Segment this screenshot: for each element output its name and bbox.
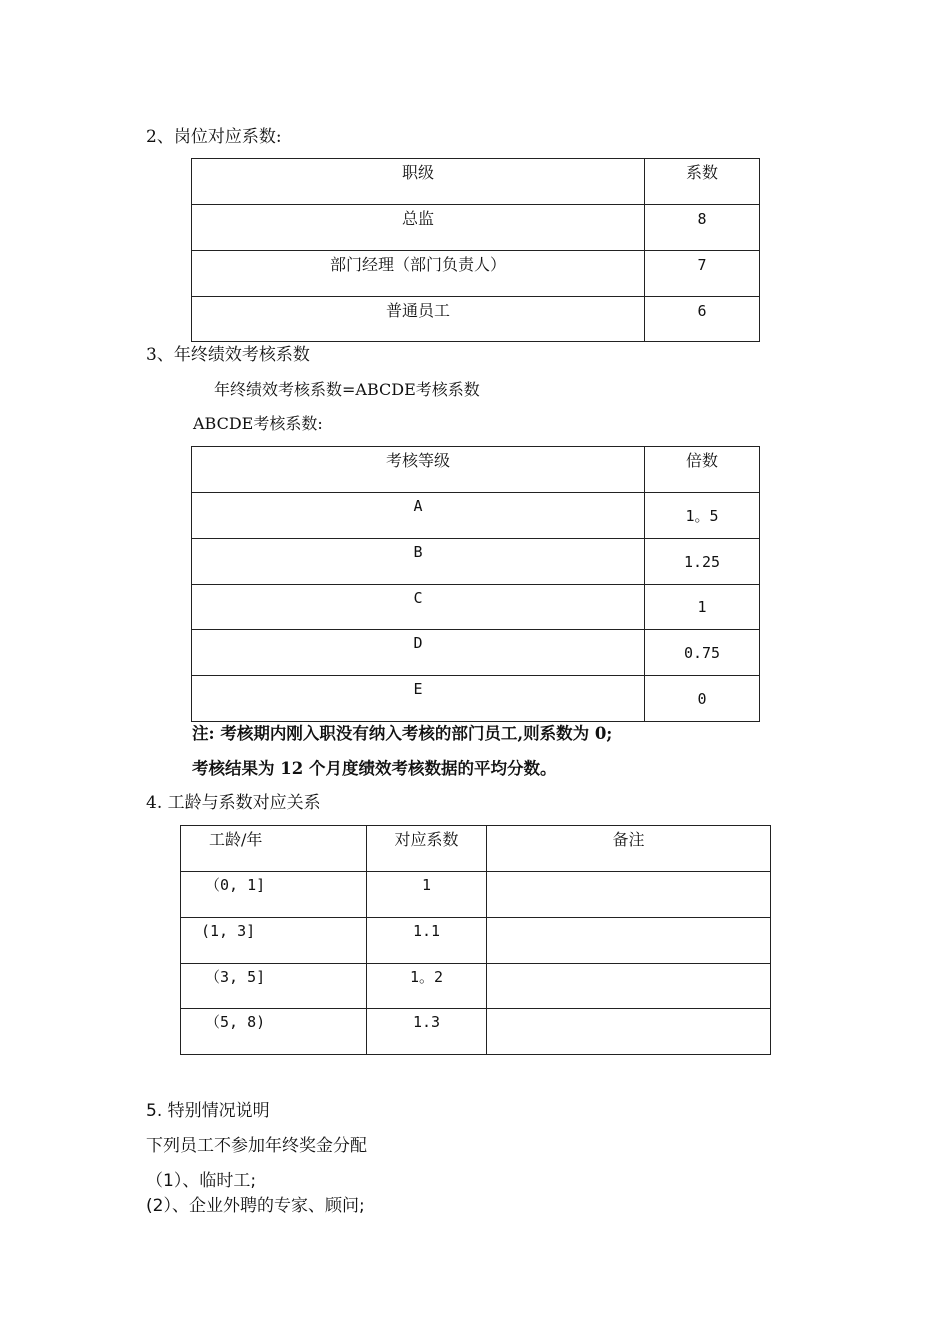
table-cell: E [413,680,423,698]
table-cell: 7 [697,256,707,274]
table-cell: 0.75 [683,644,721,662]
table-cell: 1。5 [685,507,719,525]
table-header: 对应系数 [394,830,459,849]
table-cell: 1 [697,598,707,616]
subheading: ABCDE考核系数: [193,414,323,433]
table-cell: D [413,634,423,652]
note-new-hire: 注: 考核期内刚入职没有纳入考核的部门员工,则系数为 0; [192,724,613,743]
section-5-heading: 5. 特别情况说明 [146,1101,270,1121]
table-header: 备注 [612,830,645,849]
table-cell: 6 [697,302,707,320]
table-divider [192,538,759,539]
table-cell: （3, 5] [205,968,266,986]
table-header: 倍数 [685,451,718,470]
table-cell: (1, 3] [201,922,256,940]
table-divider [181,1008,770,1009]
table-cell: 部门经理（部门负责人） [329,255,506,274]
table-cell: 0 [697,690,707,708]
table-divider [192,675,759,676]
table-divider [486,826,487,1054]
table-divider [192,492,759,493]
table-divider [192,629,759,630]
section-2-heading: 2、岗位对应系数: [146,127,282,147]
table-divider [192,250,759,251]
performance-coefficient-table [191,446,760,722]
formula-text: 年终绩效考核系数=ABCDE考核系数 [214,380,480,399]
table-cell: 总监 [401,209,434,228]
table-cell: （0, 1] [205,876,266,894]
table-cell: C [413,589,423,607]
list-item: (2）、企业外聘的专家、顾问; [146,1196,365,1216]
table-divider [181,917,770,918]
seniority-coefficient-table [180,825,771,1055]
table-divider [192,204,759,205]
table-cell: A [413,497,423,515]
table-cell: 普通员工 [385,301,450,320]
table-divider [192,584,759,585]
section-5-intro: 下列员工不参加年终奖金分配 [146,1136,367,1156]
table-header: 考核等级 [385,451,450,470]
table-header: 系数 [685,163,718,182]
table-cell: B [413,543,423,561]
table-cell: 1.25 [683,553,721,571]
table-cell: 1.3 [412,1013,441,1031]
table-divider [181,871,770,872]
section-3-heading: 3、年终绩效考核系数 [146,345,310,365]
table-cell: （5, 8) [205,1013,266,1031]
table-cell: 8 [697,210,707,228]
table-divider [192,296,759,297]
table-cell: 1 [421,876,432,894]
table-header: 职级 [401,163,434,182]
position-coefficient-table [191,158,760,342]
table-divider [181,963,770,964]
note-average-score: 考核结果为 12 个月度绩效考核数据的平均分数。 [192,759,557,778]
section-4-heading: 4. 工龄与系数对应关系 [146,793,321,813]
table-header: 工龄/年 [209,830,263,849]
table-cell: 1.1 [412,922,441,940]
table-cell: 1。2 [409,968,444,986]
list-item: （1）、临时工; [146,1171,257,1191]
